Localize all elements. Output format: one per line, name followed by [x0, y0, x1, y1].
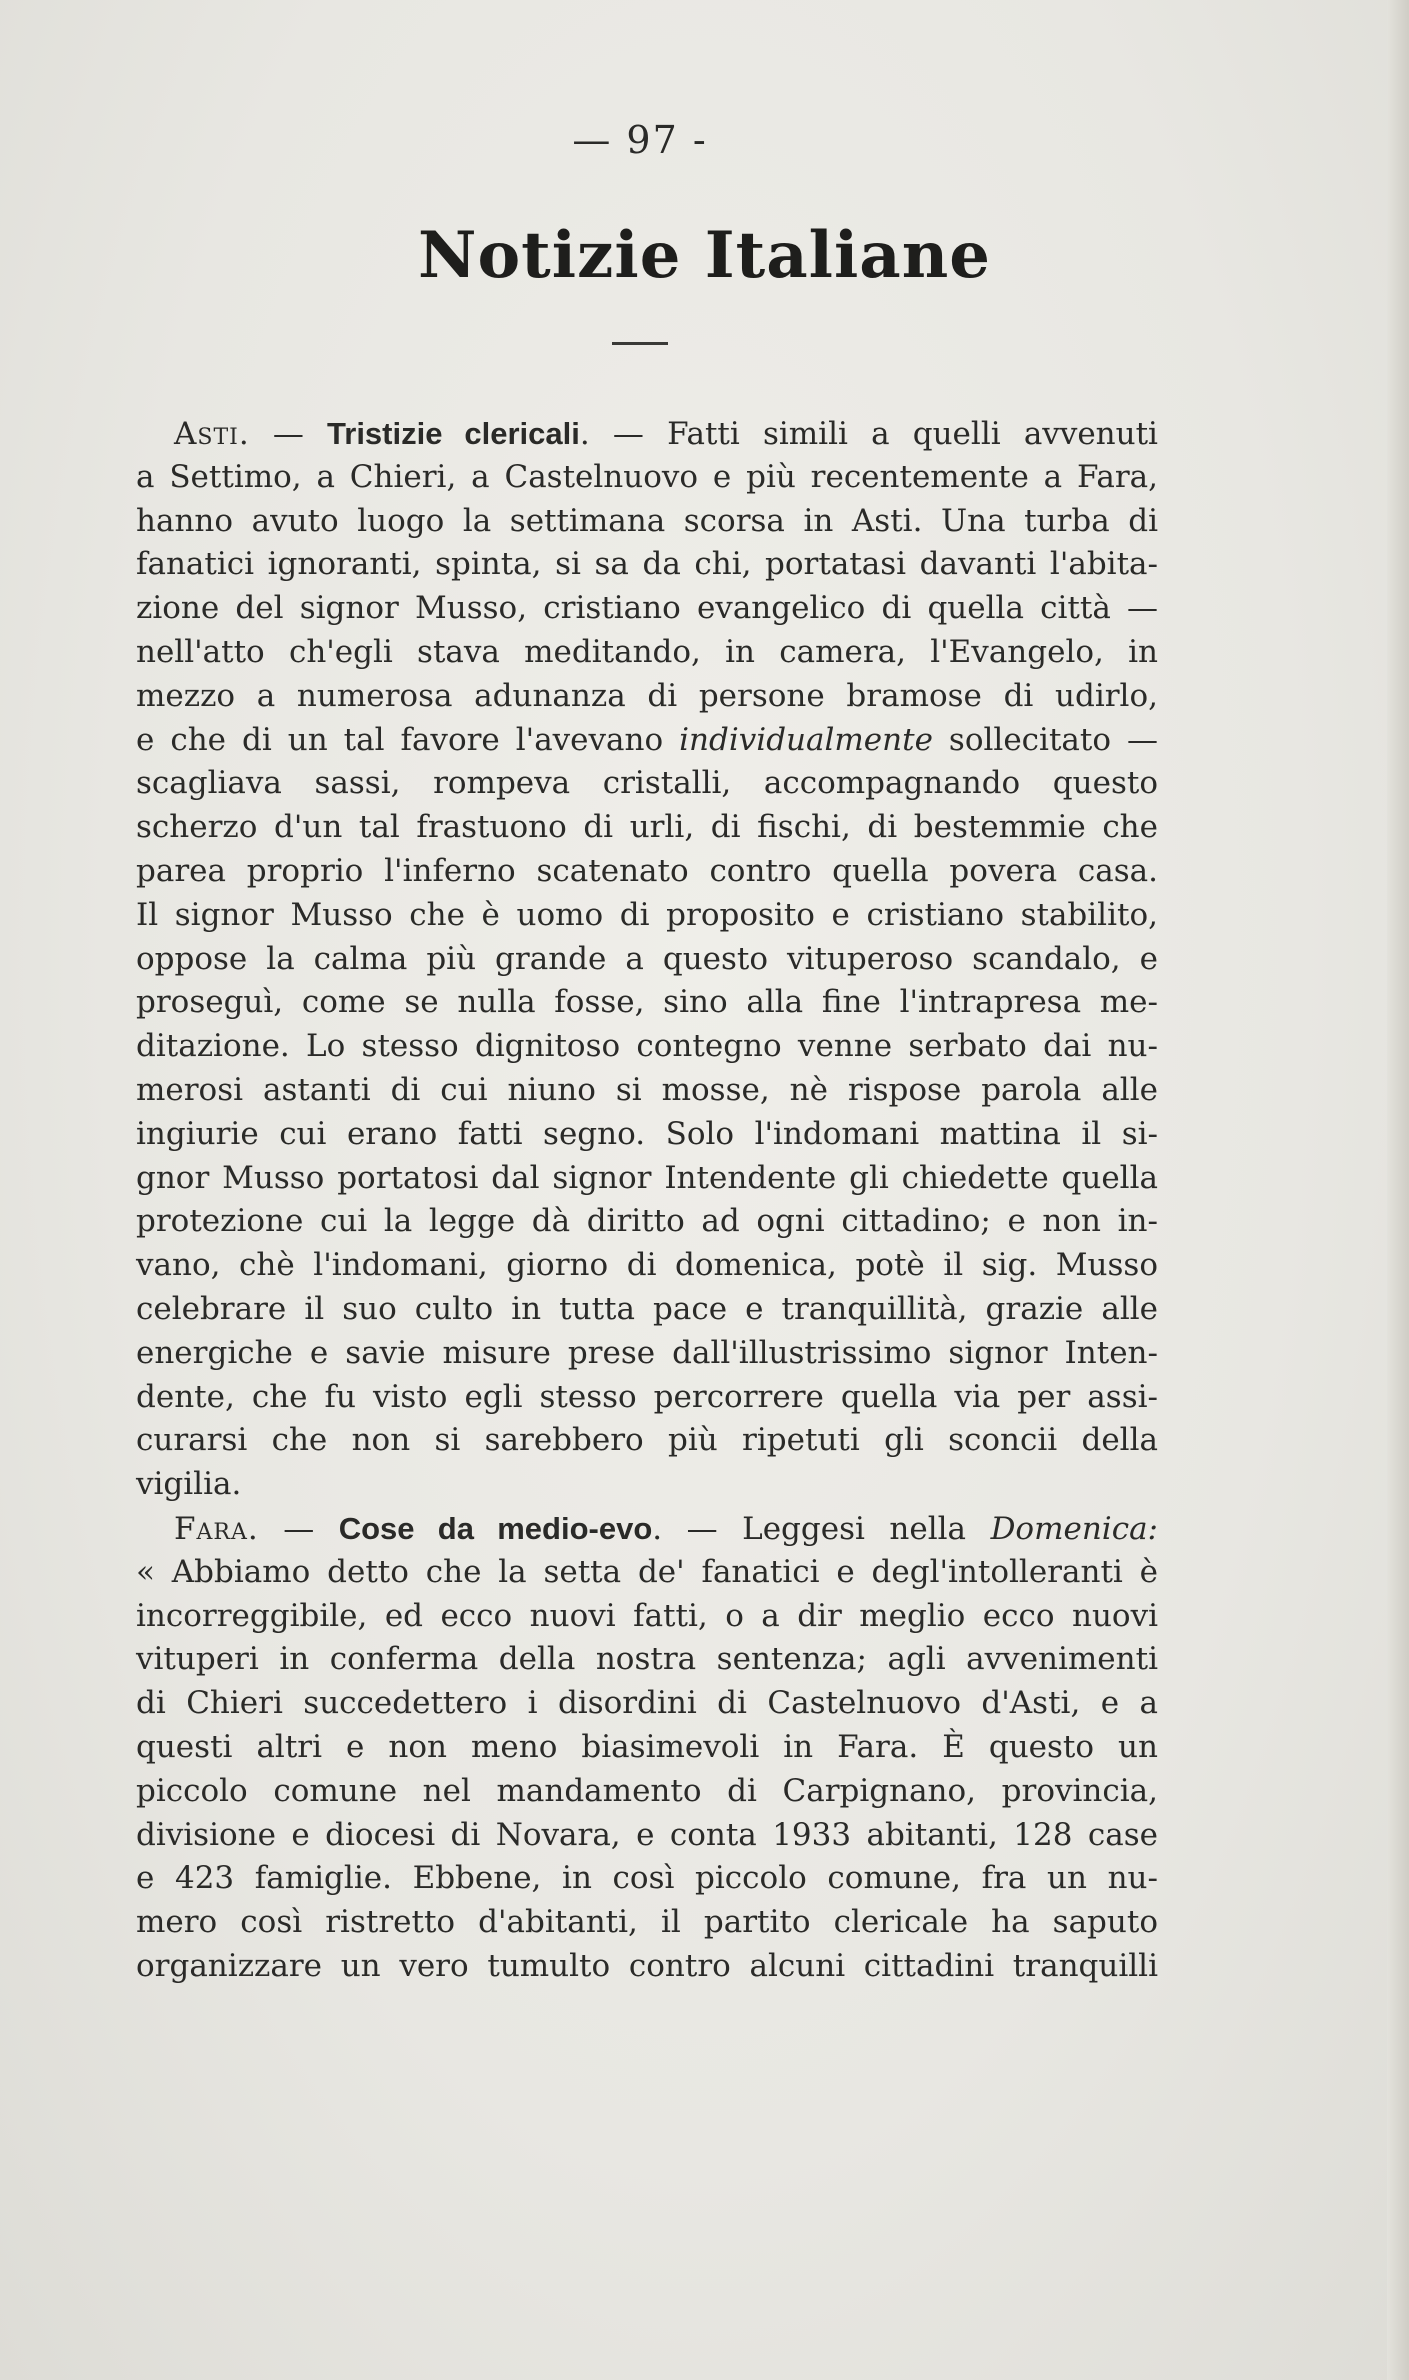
asti-line-1 — [136, 412, 1158, 456]
asti-line-2: a Settimo, a Chieri, a Castelnuovo e più recentemente a Fara, — [136, 458, 1158, 495]
fara-lead: . — Leggesi nella — [652, 1510, 991, 1547]
asti-line-17: ingiurie cui erano fatti segno. Solo l'indomani mattina il si- — [136, 1115, 1158, 1152]
asti-line-16: merosi astanti di cui niuno si mosse, nè rispose parola alle — [136, 1071, 1158, 1108]
asti-line-24: curarsi che non si sarebbero più ripetuti gli sconcii della — [136, 1422, 1158, 1459]
asti-heading: Tristizie clericali — [327, 416, 580, 451]
asti-place: Asti. — [174, 416, 250, 452]
asti-line-8 — [136, 719, 1158, 763]
asti-line-10: scherzo d'un tal frastuono di urli, di fischi, di bestemmie che — [136, 809, 1158, 846]
fara-line-5: di Chieri succedettero i disordini di Castelnuovo d'Asti, e a — [136, 1685, 1158, 1722]
asti-line-7: mezzo a numerosa adunanza di persone bramose di udirlo, — [136, 677, 1158, 714]
fara-line-4: vituperi in conferma della nostra sentenza; agli avvenimenti — [136, 1641, 1158, 1678]
asti-line-25: vigilia. — [136, 1466, 242, 1503]
page-number: — 97 - — [572, 118, 708, 162]
asti-line-13: oppose la calma più grande a questo vituperoso scandalo, e — [136, 940, 1158, 977]
fara-line-11: organizzare un vero tumulto contro alcuni cittadini tranquilli — [136, 1947, 1158, 1984]
fara-line-3: incorreggibile, ed ecco nuovi fatti, o a dir meglio ecco nuovi — [136, 1597, 1158, 1634]
article-body — [136, 412, 1158, 1989]
fara-line-6: questi altri e non meno biasimevoli in Fara. È questo un — [136, 1728, 1158, 1765]
asti-line-5: zione del signor Musso, cristiano evangelico di quella città — — [136, 590, 1158, 627]
fara-line-10: mero così ristretto d'abitanti, il partito clericale ha saputo — [136, 1904, 1158, 1941]
title-divider — [612, 342, 668, 345]
fara-heading: Cose da medio-evo — [338, 1510, 653, 1546]
asti-line-15: ditazione. Lo stesso dignitoso contegno venne serbato dai nu- — [136, 1028, 1158, 1065]
asti-line-8-post: sollecitato — — [932, 721, 1158, 758]
asti-line-21: celebrare il suo culto in tutta pace e tranquillità, grazie alle — [136, 1290, 1158, 1327]
asti-line-4: fanatici ignoranti, spinta, si sa da chi, portatasi davanti l'abita- — [136, 546, 1158, 583]
fara-line-1 — [136, 1507, 1158, 1551]
fara-lead-italic: Domenica: — [990, 1510, 1158, 1547]
fara-line-8: divisione e diocesi di Novara, e conta 1933 abitanti, 128 case — [136, 1816, 1158, 1853]
asti-line-22: energiche e savie misure prese dall'illustrissimo signor Inten- — [136, 1334, 1158, 1371]
asti-line-8-pre: e che di un tal favore l'avevano — [136, 721, 680, 758]
fara-line-7: piccolo comune nel mandamento di Carpignano, provincia, — [136, 1772, 1158, 1809]
asti-line-8-italic: individualmente — [679, 721, 933, 758]
fara-line-9: e 423 famiglie. Ebbene, in così piccolo comune, fra un nu- — [136, 1860, 1158, 1897]
asti-line-18: gnor Musso portatosi dal signor Intendente gli chiedette quella — [136, 1159, 1158, 1196]
asti-line-14: proseguì, come se nulla fosse, sino alla fine l'intrapresa me- — [136, 984, 1158, 1021]
asti-line-3: hanno avuto luogo la settimana scorsa in Asti. Una turba di — [136, 502, 1158, 539]
asti-line-20: vano, chè l'indomani, giorno di domenica, potè il sig. Musso — [136, 1247, 1158, 1284]
fara-sep: — — [258, 1510, 339, 1547]
asti-line-12: Il signor Musso che è uomo di proposito e cristiano stabilito, — [136, 896, 1158, 933]
asti-line-9: scagliava sassi, rompeva cristalli, accompagnando questo — [136, 765, 1158, 802]
asti-line-6: nell'atto ch'egli stava meditando, in camera, l'Evangelo, in — [136, 633, 1158, 670]
fara-place: Fara. — [174, 1510, 259, 1547]
page-edge — [1387, 0, 1409, 2380]
asti-lead: . — Fatti simili a quelli avvenuti — [579, 416, 1158, 452]
asti-line-23: dente, che fu visto egli stesso percorrere quella via per assi- — [136, 1378, 1158, 1415]
fara-line-2: « Abbiamo detto che la setta de' fanatici e degl'intolleranti è — [136, 1553, 1158, 1590]
page-title: Notizie Italiane — [417, 218, 992, 293]
asti-sep: — — [249, 416, 328, 452]
asti-line-19: protezione cui la legge dà diritto ad ogni cittadino; e non in- — [136, 1203, 1158, 1240]
asti-line-11: parea proprio l'inferno scatenato contro quella povera casa. — [136, 852, 1158, 889]
